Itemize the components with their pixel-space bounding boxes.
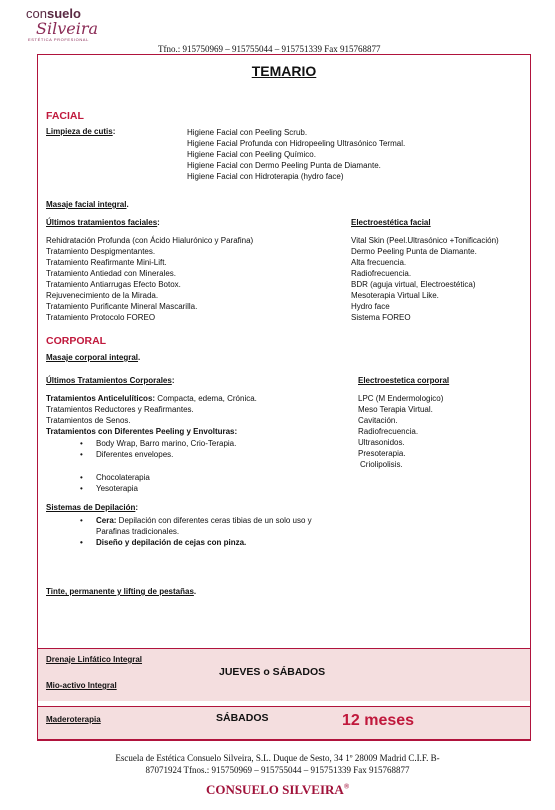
- page-title: TEMARIO: [251, 63, 317, 79]
- footer-brand: CONSUELO SILVEIRA®: [205, 782, 350, 797]
- electro-facial-label: Electroestética facial: [351, 218, 431, 227]
- logo: [26, 6, 99, 44]
- limpieza-item: Higiene Facial con Dermo Peeling Punta de Diamante.: [187, 161, 381, 170]
- electro-corporal-label: Electroestetica corporal: [358, 376, 450, 385]
- list-item: • Yesoterapia: [80, 483, 150, 494]
- electro-facial-item: Dermo Peeling Punta de Diamante.: [351, 247, 477, 256]
- drenaje-band: [38, 648, 530, 701]
- duracion-label: 12 meses: [342, 712, 415, 729]
- footer-address: Escuela de Estética Consuelo Silveira, S.L. Duque de Sesto, 34 1º 28009 Madrid C.I.F. B-: [115, 753, 440, 763]
- electro-facial-item: Vital Skin (Peel.Ultrasónico +Tonificación): [351, 236, 499, 245]
- temario-frame: [37, 54, 531, 741]
- anticeluliticos-line: Tratamientos Anticelulíticos: Compacta, edema, Crónica.: [46, 394, 257, 403]
- logo-subtitle: ESTÉTICA PROFESIONAL: [28, 37, 89, 42]
- depilacion-label: Sistemas de Depilación:: [46, 503, 139, 512]
- tratamiento-facial-item: Tratamiento Despigmentantes.: [46, 247, 156, 256]
- limpieza-label: Limpieza de cutis:: [46, 127, 116, 136]
- tratamiento-facial-item: Tratamiento Antiedad con Minerales.: [46, 269, 176, 278]
- list-item: • Diseño y depilación de cejas con pinza.: [80, 537, 312, 548]
- tratamiento-facial-item: Tratamiento Protocolo FOREO: [46, 313, 156, 322]
- list-item: • Cera: Depilación con diferentes ceras tibias de un solo uso y Parafinas tradicionales.: [80, 515, 312, 537]
- tinte-label: Tinte, permanente y lifting de pestañas.: [46, 587, 197, 596]
- envolturas-list: [80, 438, 236, 460]
- electro-corporal-item: Presoterapia.: [358, 449, 406, 458]
- header-phones: Tfno.: 915750969 – 915755044 – 915751339 Fax 915768877: [158, 44, 381, 54]
- electro-facial-item: Hydro face: [351, 302, 390, 311]
- tratamiento-corporal-item: Tratamientos Reductores y Reafirmantes.: [46, 405, 194, 414]
- mio-activo-label: Mio-activo Integral: [46, 681, 117, 690]
- tratamiento-facial-item: Rejuvenecimiento de la Mirada.: [46, 291, 159, 300]
- terapias-list: [80, 472, 150, 494]
- tratamiento-facial-item: Tratamiento Antiarrugas Efecto Botox.: [46, 280, 181, 289]
- electro-facial-item: Sistema FOREO: [351, 313, 411, 322]
- footer-phones: 87071924 Tfnos.: 915750969 – 915755044 – 915751339 Fax 915768877: [145, 765, 410, 775]
- corporal-heading: CORPORAL: [46, 335, 107, 347]
- maderoterapia-label: Maderoterapia: [46, 715, 101, 724]
- list-item: • Body Wrap, Barro marino, Crio-Terapia.: [80, 438, 236, 449]
- electro-corporal-item: Cavitación.: [358, 416, 398, 425]
- electro-facial-item: BDR (aguja virtual, Electroestética): [351, 280, 476, 289]
- limpieza-item: Higiene Facial con Peeling Químico.: [187, 150, 316, 159]
- electro-facial-item: Radiofrecuencia.: [351, 269, 412, 278]
- tratamiento-corporal-item: Tratamientos de Senos.: [46, 416, 131, 425]
- electro-corporal-item: Radiofrecuencia.: [358, 427, 419, 436]
- logo-line1: consuelo: [26, 6, 81, 21]
- electro-facial-item: Mesoterapia Virtual Like.: [351, 291, 439, 300]
- masaje-facial-label: Masaje facial integral.: [46, 200, 129, 209]
- electro-facial-item: Alta frecuencia.: [351, 258, 407, 267]
- drenaje-label: Drenaje Linfático Integral: [46, 655, 143, 664]
- limpieza-item: Higiene Facial con Peeling Scrub.: [187, 128, 308, 137]
- masaje-corporal-label: Masaje corporal integral.: [46, 353, 141, 362]
- jueves-sabados-label: JUEVES o SÁBADOS: [219, 666, 326, 678]
- logo-script: Silveira: [36, 19, 99, 38]
- sabados-label: SÁBADOS: [216, 712, 269, 724]
- limpieza-item: Higiene Facial con Hidroterapia (hydro face): [187, 172, 344, 181]
- facial-heading: FACIAL: [46, 110, 84, 122]
- maderoterapia-band: [38, 706, 530, 740]
- electro-corporal-item: Criolipolisis.: [360, 460, 403, 469]
- ultimos-corporales-label: Últimos Tratamientos Corporales:: [46, 376, 175, 385]
- ultimos-faciales-label: Últimos tratamientos faciales:: [46, 218, 160, 227]
- list-item: • Chocolaterapia: [80, 472, 150, 483]
- electro-corporal-item: LPC (M Endermologico): [358, 394, 444, 403]
- tratamiento-facial-item: Tratamiento Purificante Mineral Mascarilla.: [46, 302, 198, 311]
- electro-corporal-item: Meso Terapia Virtual.: [358, 405, 433, 414]
- peeling-envolturas-label: Tratamientos con Diferentes Peeling y Envolturas:: [46, 427, 238, 436]
- electro-corporal-item: Ultrasonidos.: [358, 438, 405, 447]
- depilacion-list: [80, 515, 312, 548]
- tratamiento-facial-item: Rehidratación Profunda (con Ácido Hialurónico y Parafina): [46, 236, 254, 245]
- limpieza-item: Higiene Facial Profunda con Hidropeeling Ultrasónico Termal.: [187, 139, 406, 148]
- tratamiento-facial-item: Tratamiento Reafirmante Mini-Lift.: [46, 258, 167, 267]
- list-item: • Diferentes envelopes.: [80, 449, 236, 460]
